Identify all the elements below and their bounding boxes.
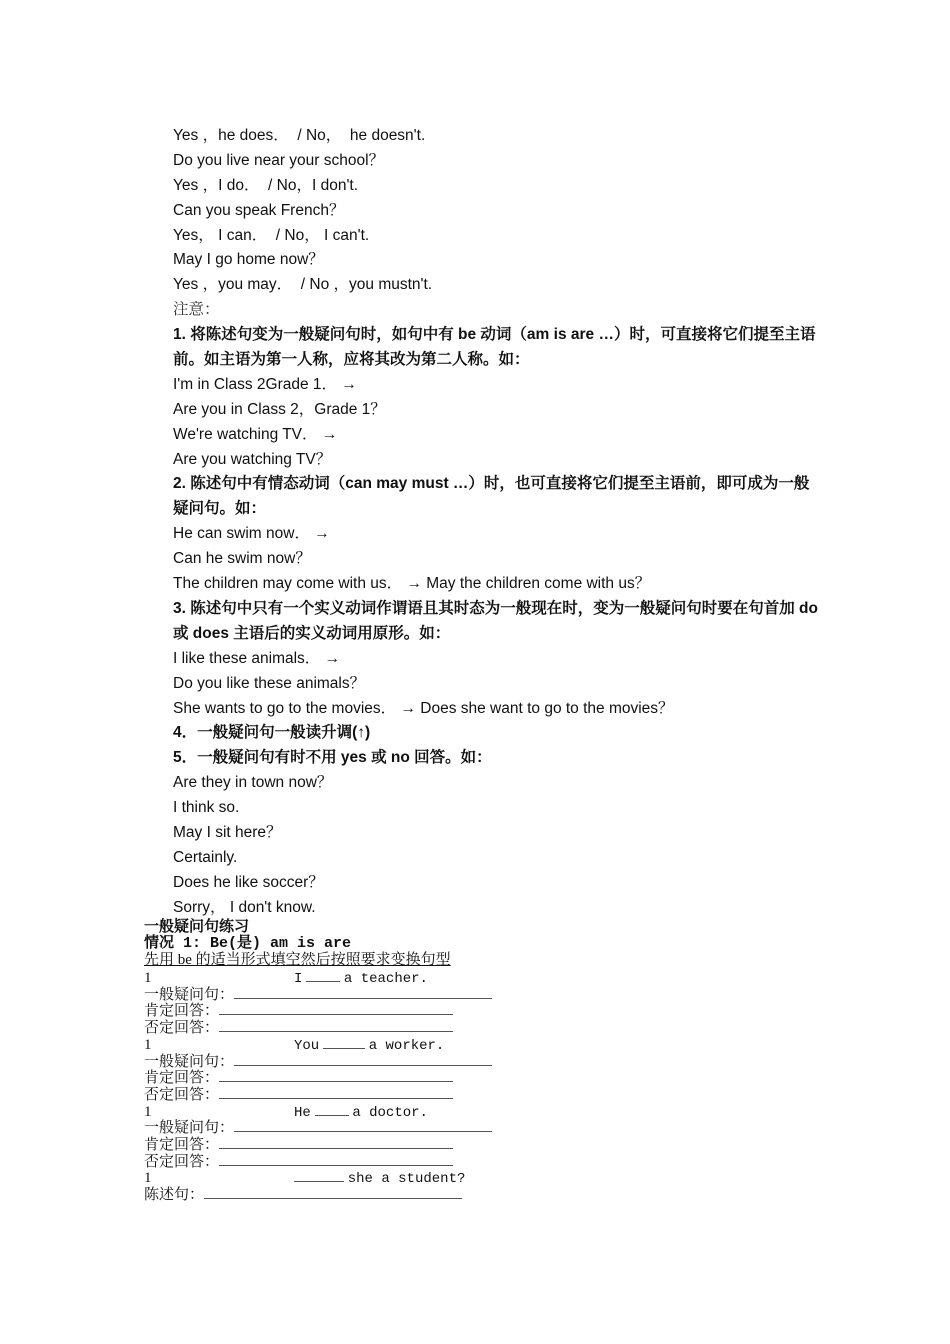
- rule-3: 3. 陈述句中只有一个实义动词作谓语且其时态为一般现在时，变为一般疑问句时要在句首加 do 或 does 主语后的实义动词用原形。如：: [173, 599, 818, 642]
- example-question: Do you like these animals？: [173, 674, 366, 692]
- answer-line[interactable]: [234, 1119, 492, 1132]
- exercise-instruction: 先用 be 的适当形式填空然后按照要求变换句型: [144, 952, 451, 969]
- answer-line[interactable]: [219, 1002, 453, 1015]
- item-number: 1: [144, 1036, 152, 1053]
- question-prompt: 一般疑问句：: [144, 1120, 235, 1137]
- rule-2: 2. 陈述句中有情态动词（can may must …）时，也可直接将它们提至主语前，即可成为一般疑问句。如：: [173, 475, 810, 518]
- rule-4: 4．一般疑问句一般读升调(↑): [173, 724, 371, 742]
- item-rest: a teacher.: [343, 971, 428, 988]
- answer-line[interactable]: [219, 1069, 453, 1082]
- example-question: Are you watching TV？: [173, 450, 332, 468]
- item-subject: You: [294, 1037, 320, 1054]
- item-number: 1: [144, 1103, 152, 1120]
- example-transform: She wants to go to the movies． → Does she want to go to the movies？: [173, 699, 674, 717]
- yes-prompt: 肯定回答：: [144, 1136, 220, 1153]
- answer-line[interactable]: [219, 1019, 453, 1032]
- item-rest: a doctor.: [352, 1104, 428, 1121]
- example-answer: I think so.: [173, 799, 240, 817]
- rule-5: 5．一般疑问句有时不用 yes 或 no 回答。如：: [173, 749, 492, 767]
- fill-blank[interactable]: [323, 1036, 365, 1049]
- answer-example-can: Yes， I can． / No， I can't.: [173, 226, 370, 244]
- example-question-may: May I go home now？: [173, 251, 324, 269]
- grammar-explanation: [173, 124, 818, 921]
- exercise-item: [144, 1036, 744, 1053]
- example-question: Does he like soccer？: [173, 873, 324, 891]
- answer-line[interactable]: [234, 986, 492, 999]
- question-row: [144, 1119, 744, 1136]
- example-answer: Sorry， I don't know.: [173, 898, 316, 916]
- item-rest: a worker.: [368, 1037, 445, 1054]
- example-question: Can he swim now？: [173, 550, 311, 568]
- fill-blank[interactable]: [315, 1103, 349, 1116]
- exercise-section: [144, 919, 744, 1203]
- item-subject: He: [294, 1104, 311, 1121]
- example-question: Are you in Class 2，Grade 1？: [173, 400, 386, 418]
- answer-line[interactable]: [219, 1086, 453, 1099]
- no-prompt: 否定回答：: [144, 1153, 220, 1170]
- example-statement: He can swim now． →: [173, 525, 330, 543]
- example-transform: The children may come with us． → May the children come with us？: [173, 575, 651, 593]
- example-statement: I'm in Class 2Grade 1． →: [173, 375, 357, 393]
- no-prompt: 否定回答：: [144, 1020, 220, 1037]
- answer-example-may: Yes ，you may． / No ，you mustn't.: [173, 276, 433, 294]
- example-statement: I like these animals． →: [173, 649, 341, 667]
- no-answer-row: [144, 1153, 744, 1170]
- example-answer: Certainly.: [173, 848, 238, 866]
- item-rest: she a student?: [347, 1171, 466, 1188]
- no-answer-row: [144, 1086, 744, 1103]
- example-question-can: Can you speak French？: [173, 201, 345, 219]
- case-label: 情况 1: Be(是) am is are: [144, 934, 352, 952]
- no-prompt: 否定回答：: [144, 1086, 220, 1103]
- exercise-item: [144, 969, 744, 986]
- answer-example-do: Yes ，I do． / No，I don't.: [173, 176, 359, 194]
- statement-prompt: 陈述句：: [144, 1187, 205, 1203]
- yes-answer-row: [144, 1002, 744, 1019]
- example-question-live: Do you live near your school？: [173, 151, 385, 169]
- fill-blank[interactable]: [306, 969, 340, 982]
- statement-row: [144, 1186, 744, 1203]
- yes-prompt: 肯定回答：: [144, 1070, 220, 1087]
- example-question: Are they in town now？: [173, 774, 333, 792]
- question-prompt: 一般疑问句：: [144, 1053, 235, 1070]
- item-subject: I: [294, 971, 303, 988]
- answer-line[interactable]: [234, 1053, 492, 1066]
- no-answer-row: [144, 1019, 744, 1036]
- question-row: [144, 986, 744, 1003]
- answer-example-does: Yes ，he does． / No， he doesn't.: [173, 127, 426, 144]
- answer-line[interactable]: [219, 1136, 453, 1149]
- answer-line[interactable]: [204, 1186, 462, 1199]
- answer-line[interactable]: [219, 1153, 453, 1166]
- example-statement: We're watching TV． →: [173, 425, 338, 443]
- exercise-title: 一般疑问句练习: [144, 919, 250, 935]
- yes-prompt: 肯定回答：: [144, 1003, 220, 1020]
- yes-answer-row: [144, 1136, 744, 1153]
- rule-1: 1. 将陈述句变为一般疑问句时，如句中有 be 动词（am is are …）时，可直接将它们提至主语前。如主语为第一人称，应将其改为第二人称。如：: [173, 326, 816, 369]
- question-prompt: 一般疑问句：: [144, 986, 235, 1003]
- fill-blank[interactable]: [294, 1169, 344, 1182]
- item-number: 1: [144, 970, 152, 987]
- note-heading: 注意：: [173, 301, 220, 319]
- exercise-item: [144, 1169, 744, 1186]
- question-row: [144, 1053, 744, 1070]
- yes-answer-row: [144, 1069, 744, 1086]
- item-number: 1: [144, 1170, 152, 1187]
- example-question: May I sit here？: [173, 823, 282, 841]
- exercise-item: [144, 1103, 744, 1120]
